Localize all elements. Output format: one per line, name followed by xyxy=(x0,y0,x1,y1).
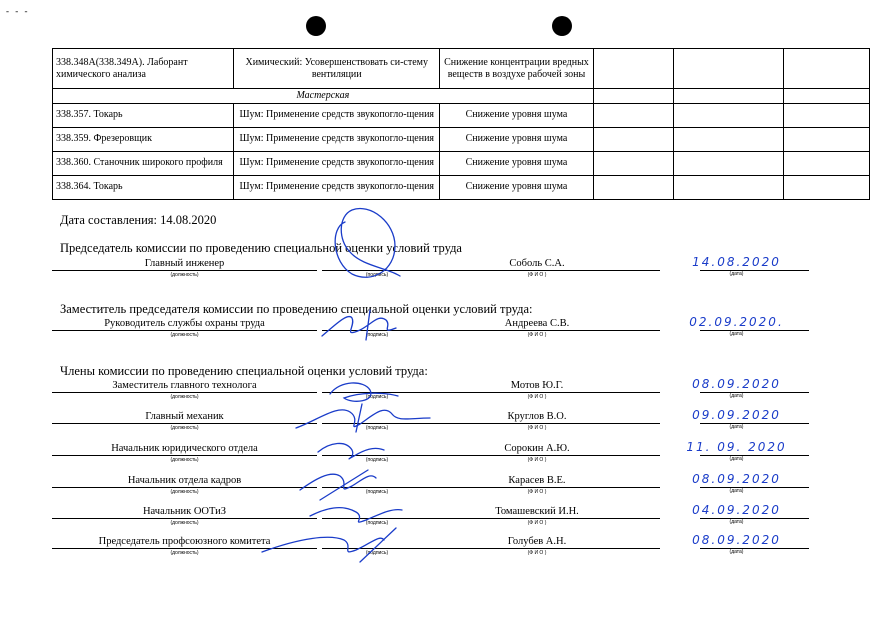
table-cell-empty xyxy=(783,127,869,151)
fio-caption: (Ф И О ) xyxy=(527,457,547,463)
position-value: Председатель профсоюзного комитета xyxy=(52,536,317,549)
table-cell-position: 338.357. Токарь xyxy=(53,103,234,127)
chair-heading: Председатель комиссии по проведению специальной оценки условий труда xyxy=(60,241,462,255)
table-cell-empty xyxy=(783,103,869,127)
table-cell-goal: Снижение концентрации вредных веществ в воздухе рабочей зоны xyxy=(440,49,594,89)
date-caption: (дата) xyxy=(729,456,744,462)
position-value: Начальник ООТиЗ xyxy=(52,506,317,519)
fio-value: Сорокин А.Ю. xyxy=(414,443,660,456)
table-section-label: Мастерская xyxy=(53,89,594,104)
table-row xyxy=(53,151,870,175)
table-cell-empty xyxy=(593,89,673,104)
binder-hole-right xyxy=(552,16,572,36)
signature-row-member xyxy=(52,377,872,404)
table-cell-empty xyxy=(593,49,673,89)
signature-row-member xyxy=(52,408,872,435)
table-cell-empty xyxy=(593,175,673,199)
position-value: Руководитель службы охраны труда xyxy=(52,318,317,331)
table-row xyxy=(53,103,870,127)
signature-caption: (подпись) xyxy=(365,272,389,278)
table-row xyxy=(53,127,870,151)
table-cell-goal: Снижение уровня шума xyxy=(440,127,594,151)
fio-value: Андреева С.В. xyxy=(414,318,660,331)
fio-value: Соболь С.А. xyxy=(414,258,660,271)
position-caption: (должность) xyxy=(170,394,199,400)
position-caption: (должность) xyxy=(170,489,199,495)
position-caption: (должность) xyxy=(170,425,199,431)
position-caption: (должность) xyxy=(170,520,199,526)
table-cell-empty xyxy=(593,151,673,175)
handwritten-date: 08.09.2020 xyxy=(692,377,781,391)
compile-date: Дата составления: 14.08.2020 xyxy=(60,213,217,227)
signature-caption: (подпись) xyxy=(365,394,389,400)
fio-caption: (Ф И О ) xyxy=(527,550,547,556)
position-caption: (должность) xyxy=(170,550,199,556)
handwritten-date: 09.09.2020 xyxy=(692,408,781,422)
table-cell-empty xyxy=(673,175,783,199)
signature-caption: (подпись) xyxy=(365,550,389,556)
fio-value: Карасев В.Е. xyxy=(414,475,660,488)
table-cell-goal: Снижение уровня шума xyxy=(440,175,594,199)
signature-caption: (подпись) xyxy=(365,520,389,526)
corner-mark: - - - xyxy=(6,6,30,16)
position-caption: (должность) xyxy=(170,332,199,338)
position-caption: (должность) xyxy=(170,457,199,463)
date-caption: (дата) xyxy=(729,331,744,337)
fio-caption: (Ф И О ) xyxy=(527,332,547,338)
table-cell-empty xyxy=(673,127,783,151)
table-cell-position: 338.348А(338.349А). Лаборант химического анализа xyxy=(53,49,234,89)
signature-caption: (подпись) xyxy=(365,489,389,495)
table-cell-empty xyxy=(783,151,869,175)
table-cell-empty xyxy=(673,89,783,104)
handwritten-date: 04.09.2020 xyxy=(692,503,781,517)
position-caption: (должность) xyxy=(170,272,199,278)
table-cell-empty xyxy=(783,49,869,89)
table-cell-measure: Шум: Применение средств звукопогло-щения xyxy=(234,175,440,199)
deputy-heading: Заместитель председателя комиссии по проведению специальной оценки условий труда: xyxy=(60,302,533,316)
signature-row-member xyxy=(52,440,872,467)
table-cell-empty xyxy=(783,175,869,199)
table-cell-measure: Шум: Применение средств звукопогло-щения xyxy=(234,151,440,175)
date-caption: (дата) xyxy=(729,424,744,430)
date-caption: (дата) xyxy=(729,393,744,399)
signature-row-deputy xyxy=(52,315,872,342)
table-cell-empty xyxy=(593,103,673,127)
signature-caption: (подпись) xyxy=(365,425,389,431)
position-value: Заместитель главного технолога xyxy=(52,380,317,393)
signature-row-member xyxy=(52,533,872,560)
measures-table xyxy=(52,48,870,200)
table-cell-position: 338.359. Фрезеровщик xyxy=(53,127,234,151)
date-caption: (дата) xyxy=(729,488,744,494)
table-cell-goal: Снижение уровня шума xyxy=(440,103,594,127)
fio-value: Мотов Ю.Г. xyxy=(414,380,660,393)
fio-value: Круглов В.О. xyxy=(414,411,660,424)
table-cell-goal: Снижение уровня шума xyxy=(440,151,594,175)
table-cell-empty xyxy=(673,103,783,127)
fio-value: Томашевский И.Н. xyxy=(414,506,660,519)
position-value: Начальник отдела кадров xyxy=(52,475,317,488)
table-cell-empty xyxy=(673,49,783,89)
signature-caption: (подпись) xyxy=(365,332,389,338)
table-section-row xyxy=(53,89,870,104)
fio-caption: (Ф И О ) xyxy=(527,425,547,431)
handwritten-date: 02.09.2020. xyxy=(689,315,784,329)
fio-caption: (Ф И О ) xyxy=(527,394,547,400)
date-caption: (дата) xyxy=(729,549,744,555)
table-row xyxy=(53,49,870,89)
fio-value: Голубев А.Н. xyxy=(414,536,660,549)
handwritten-date: 08.09.2020 xyxy=(692,472,781,486)
signature-row-member xyxy=(52,503,872,530)
signature-caption: (подпись) xyxy=(365,457,389,463)
table-cell-position: 338.364. Токарь xyxy=(53,175,234,199)
table-cell-measure: Шум: Применение средств звукопогло-щения xyxy=(234,103,440,127)
position-value: Главный инженер xyxy=(52,258,317,271)
fio-caption: (Ф И О ) xyxy=(527,489,547,495)
table-row xyxy=(53,175,870,199)
table-cell-measure: Шум: Применение средств звукопогло-щения xyxy=(234,127,440,151)
handwritten-date: 14.08.2020 xyxy=(692,255,781,269)
table-cell-empty xyxy=(783,89,869,104)
fio-caption: (Ф И О ) xyxy=(527,520,547,526)
signature-row-chair xyxy=(52,255,872,282)
table-cell-empty xyxy=(673,151,783,175)
date-caption: (дата) xyxy=(729,519,744,525)
position-value: Начальник юридического отдела xyxy=(52,443,317,456)
date-caption: (дата) xyxy=(729,271,744,277)
signature-row-member xyxy=(52,472,872,499)
binder-hole-left xyxy=(306,16,326,36)
handwritten-date: 11. 09. 2020 xyxy=(686,440,787,454)
table-cell-position: 338.360. Станочник широкого профиля xyxy=(53,151,234,175)
handwritten-date: 08.09.2020 xyxy=(692,533,781,547)
table-cell-empty xyxy=(593,127,673,151)
fio-caption: (Ф И О ) xyxy=(527,272,547,278)
members-heading: Члены комиссии по проведению специальной оценки условий труда: xyxy=(60,364,428,378)
position-value: Главный механик xyxy=(52,411,317,424)
table-cell-measure: Химический: Усовершенствовать си-стему вентиляции xyxy=(234,49,440,89)
